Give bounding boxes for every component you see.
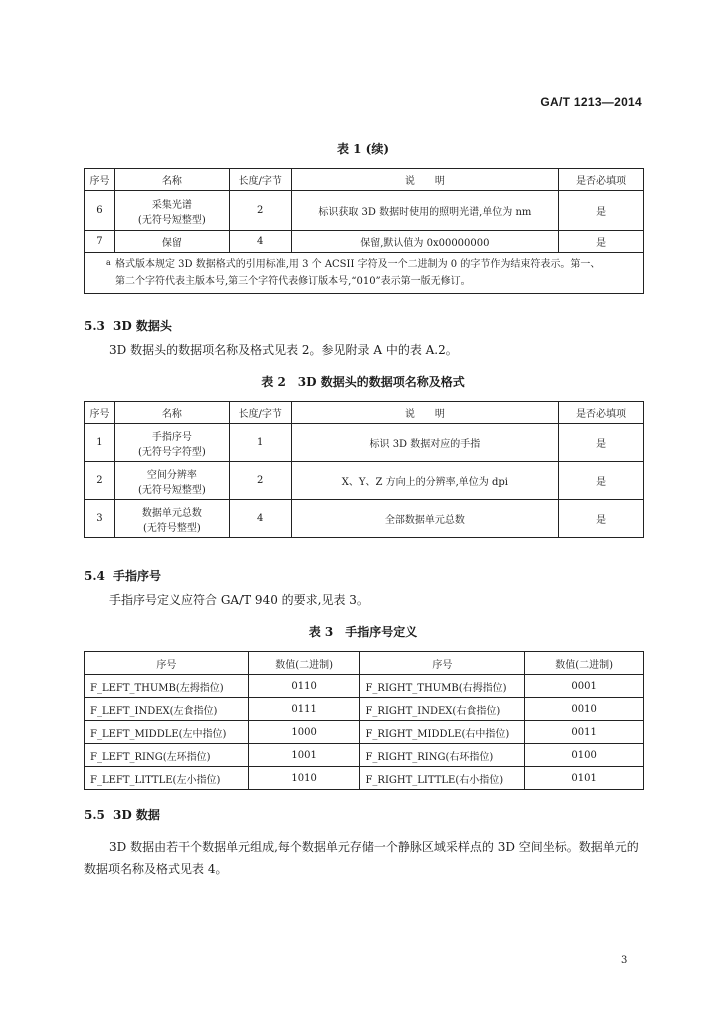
table1-header-desc: 说 明 (291, 169, 559, 191)
table-row (85, 744, 644, 767)
table2-cell-required: 是 (559, 462, 644, 500)
table2-cell-length: 4 (229, 500, 291, 538)
table1 (84, 168, 644, 294)
table2-cell-name (114, 462, 229, 500)
table-row (85, 424, 644, 462)
table2-cell-name (114, 424, 229, 462)
table3-header-left-no: 序号 (85, 652, 249, 675)
table3-cell-left-name: F_LEFT_MIDDLE(左中指位) (85, 721, 249, 744)
table2-cell-no: 3 (85, 500, 115, 538)
table3-cell-right-value: 0011 (525, 721, 644, 744)
table2-cell-required: 是 (559, 500, 644, 538)
section-title: 手指序号 (113, 569, 162, 583)
table3-cell-left-value: 1010 (248, 767, 360, 790)
table-row (85, 767, 644, 790)
name-line: 数据单元总数 (141, 507, 202, 519)
table1-cell-required: 是 (559, 191, 644, 231)
table2-cell-no: 1 (85, 424, 115, 462)
table1-caption: 表 1 (续) (336, 142, 390, 156)
table3-cell-left-name: F_LEFT_RING(左环指位) (85, 744, 249, 767)
table2-cell-length: 2 (229, 462, 291, 500)
table1-header-no: 序号 (85, 169, 115, 191)
section-title: 3D 数据头 (113, 319, 172, 333)
type-line: (无符号短整型) (137, 484, 206, 496)
table1-cell-no: 7 (85, 231, 115, 253)
table1-cell-name (114, 191, 229, 231)
section-5-3-paragraph: 3D 数据头的数据项名称及格式见表 2。参见附录 A 中的表 A.2。 (109, 343, 458, 357)
table1-cell-length: 2 (229, 191, 291, 231)
type-line: (无符号短整型) (137, 214, 206, 226)
footnote-line: 第二个字符代表主版本号,第三个字符代表修订版本号,“010”表示第一版无修订。 (115, 276, 471, 287)
table2-cell-required: 是 (559, 424, 644, 462)
table3-cell-left-value: 0110 (248, 675, 360, 698)
table2 (84, 401, 644, 538)
type-line: (无符号整型) (142, 522, 201, 534)
table3-cell-right-name: F_RIGHT_RING(右环指位) (360, 744, 525, 767)
section-5-5-heading (84, 806, 160, 823)
type-line: (无符号字符型) (137, 446, 206, 458)
table1-cell-length: 4 (229, 231, 291, 253)
section-title: 3D 数据 (113, 808, 160, 822)
name-line: 空间分辨率 (146, 469, 197, 481)
table3-header-left-value: 数值(二进制) (248, 652, 360, 675)
table3-cell-right-name: F_RIGHT_INDEX(右食指位) (360, 698, 525, 721)
table-row (85, 231, 644, 253)
table3-cell-left-value: 0111 (248, 698, 360, 721)
document-code: GA/T 1213—2014 (540, 95, 642, 109)
section-5-4-heading (84, 567, 161, 584)
section-number: 5.4 (84, 569, 105, 583)
table1-header-length: 长度/字节 (229, 169, 291, 191)
table-row (85, 675, 644, 698)
footnote-line: 格式版本规定 3D 数据格式的引用标准,用 3 个 ACSII 字符及一个二进制为 0 的字节作为结束符表示。第一、 (115, 259, 601, 270)
table3-cell-right-name: F_RIGHT_LITTLE(右小指位) (360, 767, 525, 790)
table2-cell-no: 2 (85, 462, 115, 500)
table1-header-required: 是否必填项 (559, 169, 644, 191)
table-row (85, 191, 644, 231)
table2-cell-desc: 全部数据单元总数 (291, 500, 558, 538)
table3-cell-left-name: F_LEFT_THUMB(左拇指位) (85, 675, 249, 698)
table-row (85, 462, 644, 500)
footnote-mark: a (106, 258, 111, 267)
name-line: 采集光谱 (151, 199, 192, 211)
section-5-5-paragraph: 3D 数据由若干个数据单元组成,每个数据单元存储一个静脉区域采样点的 3D 空间坐标。数据单元的数据项名称及格式见表 4。 (84, 840, 639, 876)
table-row (85, 698, 644, 721)
name-line: 手指序号 (151, 431, 192, 443)
table3-cell-right-value: 0100 (525, 744, 644, 767)
table-row (85, 721, 644, 744)
section-5-3-heading (84, 317, 172, 334)
table2-cell-name (114, 500, 229, 538)
table1-cell-name: 保留 (114, 231, 229, 253)
table3-header-right-no: 序号 (360, 652, 525, 675)
table1-footnote (85, 253, 644, 294)
table1-header-name: 名称 (114, 169, 229, 191)
table1-cell-required: 是 (559, 231, 644, 253)
table1-cell-no: 6 (85, 191, 115, 231)
table-row (85, 500, 644, 538)
table2-header-name: 名称 (114, 402, 229, 424)
table3-cell-right-value: 0001 (525, 675, 644, 698)
table3-cell-left-value: 1000 (248, 721, 360, 744)
table3-cell-left-name: F_LEFT_LITTLE(左小指位) (85, 767, 249, 790)
table3-cell-right-value: 0010 (525, 698, 644, 721)
table2-header-desc: 说 明 (291, 402, 558, 424)
table2-header-required: 是否必填项 (559, 402, 644, 424)
table3-cell-right-value: 0101 (525, 767, 644, 790)
section-number: 5.5 (84, 808, 105, 822)
table1-cell-desc: 保留,默认值为 0x00000000 (291, 231, 559, 253)
page-number: 3 (621, 955, 628, 966)
table3-cell-left-value: 1001 (248, 744, 360, 767)
table2-cell-desc: 标识 3D 数据对应的手指 (291, 424, 558, 462)
table3-caption: 表 3 手指序号定义 (308, 625, 418, 639)
table3-cell-right-name: F_RIGHT_MIDDLE(右中指位) (360, 721, 525, 744)
table2-cell-desc: X、Y、Z 方向上的分辨率,单位为 dpi (291, 462, 558, 500)
table3-header-right-value: 数值(二进制) (525, 652, 644, 675)
section-number: 5.3 (84, 319, 105, 333)
table2-header-no: 序号 (85, 402, 115, 424)
table3-cell-left-name: F_LEFT_INDEX(左食指位) (85, 698, 249, 721)
table2-header-length: 长度/字节 (229, 402, 291, 424)
table1-cell-desc: 标识获取 3D 数据时使用的照明光谱,单位为 nm (291, 191, 559, 231)
table2-cell-length: 1 (229, 424, 291, 462)
section-5-4-paragraph: 手指序号定义应符合 GA/T 940 的要求,见表 3。 (109, 593, 369, 607)
table3 (84, 651, 644, 790)
table3-cell-right-name: F_RIGHT_THUMB(右拇指位) (360, 675, 525, 698)
table2-caption: 表 2 3D 数据头的数据项名称及格式 (261, 375, 465, 389)
